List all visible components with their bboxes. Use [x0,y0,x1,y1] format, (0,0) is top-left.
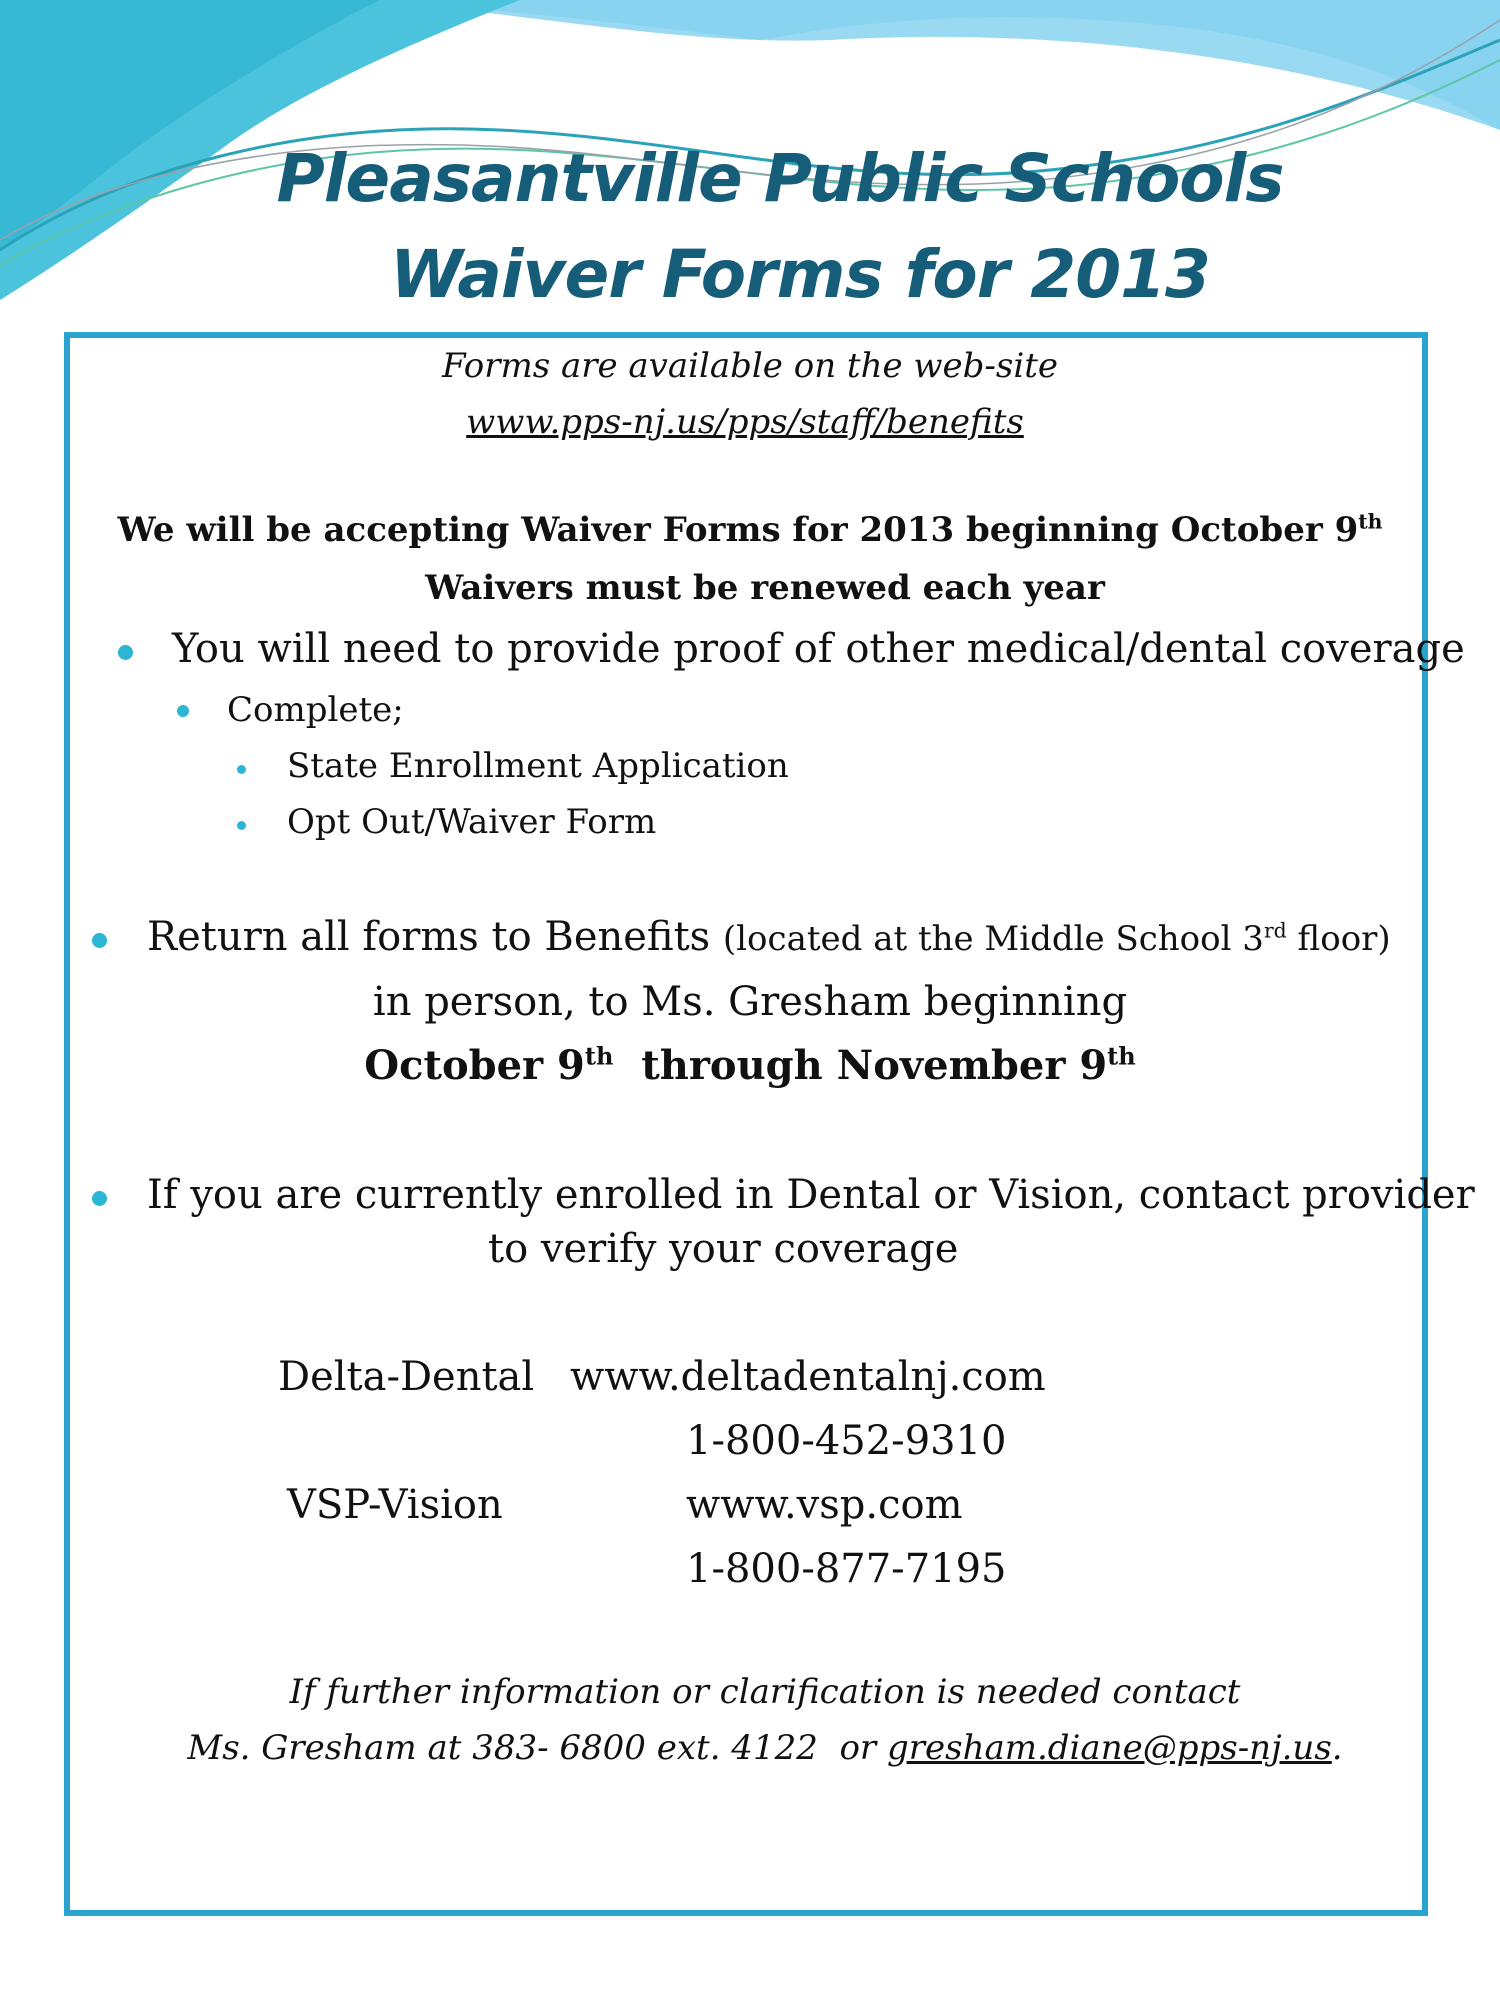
provider-phone-vsp: 1-800-877-7195 [686,1546,1007,1592]
return-forms-bullet: Return all forms to Benefits (located at the Middle School 3rd floor) [147,914,1391,960]
enrolled-bullet-line2: to verify your coverage [488,1226,959,1272]
accepting-notice: We will be accepting Waiver Forms for 2013 beginning October 9th [117,509,1383,550]
page-title-line2: Waiver Forms for 2013 [390,236,1210,313]
provider-site-delta[interactable]: www.deltadentalnj.com [570,1354,1046,1400]
sub-item-opt-out: Opt Out/Waiver Form [287,802,657,842]
enrolled-bullet: If you are currently enrolled in Dental or Vision, contact provider [147,1172,1475,1218]
provider-name-vsp: VSP-Vision [287,1482,503,1528]
renewal-notice: Waivers must be renewed each year [425,568,1105,608]
bullet-icon [118,645,133,660]
bullet-icon [92,933,107,948]
footer-contact-line2: Ms. Gresham at 383- 6800 ext. 4122 or gresham.diane@pps-nj.us. [187,1728,1343,1768]
intro-text: Forms are available on the web-site [442,346,1058,386]
bullet-icon [92,1191,107,1206]
benefits-link[interactable]: www.pps-nj.us/pps/staff/benefits [466,402,1024,442]
bullet-icon [177,705,189,717]
bullet-icon [237,765,246,774]
page-title-line1: Pleasantville Public Schools [276,140,1284,217]
bullet-icon [237,821,246,830]
contact-email-link[interactable]: gresham.diane@pps-nj.us [886,1728,1332,1768]
sub-item-state-enrollment: State Enrollment Application [287,746,789,786]
complete-bullet: Complete; [227,690,404,730]
proof-bullet: You will need to provide proof of other medical/dental coverage [172,626,1465,672]
return-dates: October 9th through November 9th [364,1041,1136,1089]
footer-contact-line1: If further information or clarification is needed contact [289,1672,1241,1712]
provider-phone-delta: 1-800-452-9310 [686,1418,1007,1464]
provider-name-delta: Delta-Dental [278,1354,535,1400]
return-in-person: in person, to Ms. Gresham beginning [372,979,1128,1025]
provider-site-vsp[interactable]: www.vsp.com [686,1482,963,1528]
